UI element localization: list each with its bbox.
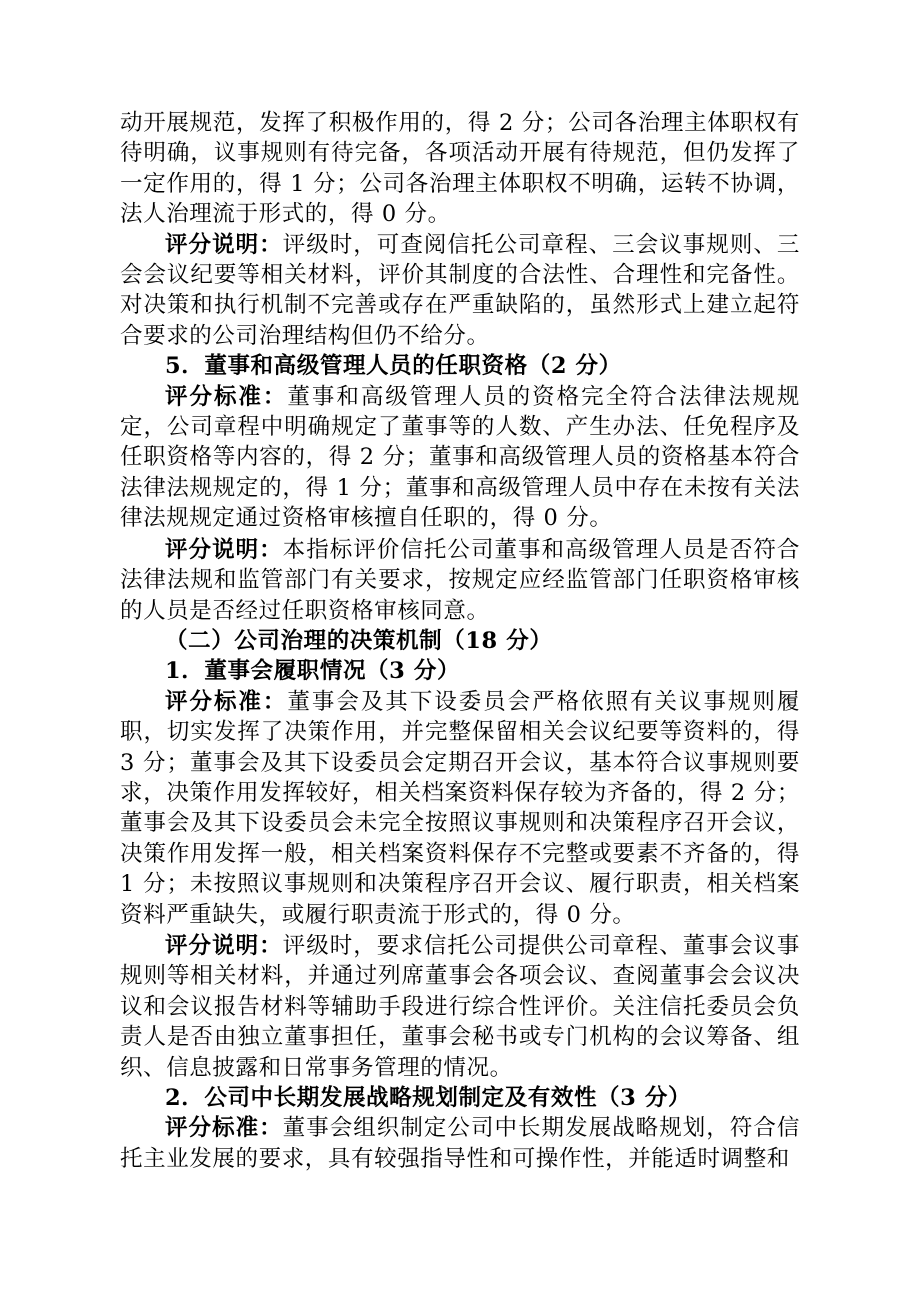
- heading-decision-mechanism: （二）公司治理的决策机制（18 分）: [165, 627, 553, 654]
- heading-board-performance: 1．董事会履职情况（3 分）: [165, 658, 461, 685]
- paragraph-scoring-standard-strategy: 评分标准：董事会组织制定公司中长期发展战略规划，符合信托主业发展的要求，具有较强指导性和可操作性，并能适时调整和: [120, 1115, 800, 1172]
- label-scoring-note: 评分说明：: [165, 231, 283, 258]
- label-scoring-note: 评分说明：: [165, 536, 283, 563]
- label-scoring-standard: 评分标准：: [165, 383, 288, 410]
- heading-strategy-planning: 2．公司中长期发展战略规划制定及有效性（3 分）: [165, 1085, 692, 1111]
- label-scoring-standard: 评分标准：: [165, 1115, 283, 1142]
- paragraph-scoring-note-board: 评分说明：评级时，要求信托公司提供公司章程、董事会议事规则等相关材料，并通过列席董事会各项会议、查阅董事会会议决议和会议报告材料等辅助手段进行综合性评价。关注信托委员会负责人是否由独立董事担任，董事会秘书或专门机构的会议筹备、组织、信息披露和日常事务管理的情况。: [120, 932, 800, 1081]
- label-scoring-note: 评分说明：: [165, 932, 283, 959]
- paragraph-scoring-standard-board: 评分标准：董事会及其下设委员会严格依照有关议事规则履职，切实发挥了决策作用，并完整保留相关会议纪要等资料的，得 3 分；董事会及其下设委员会定期召开会议，基本符合议事规则要求，决策作用发挥较好，相关档案资料保存较为齐备的，得 2 分；董事会及其下设委员会未完全按照议事规则和决策程序召开会议，决策作用发挥一般，相关档案资料保存不完整或要素不齐备的，得 1 分；未按照议事规则和决策程序召开会议、履行职责，相关档案资料严重缺失，或履行职责流于形式的，得 0 分。: [120, 688, 800, 928]
- label-scoring-standard: 评分标准：: [165, 688, 288, 715]
- paragraph-scoring-continued: 动开展规范，发挥了积极作用的，得 2 分；公司各治理主体职权有待明确，议事规则有待完备，各项活动开展有待规范，但仍发挥了一定作用的，得 1 分；公司各治理主体职权不明确，运转不协调，法人治理流于形式的，得 0 分。: [120, 110, 800, 228]
- document-page: [120, 108, 800, 1174]
- heading-director-qualification: 5．董事和高级管理人员的任职资格（2 分）: [165, 353, 622, 380]
- paragraph-scoring-standard-qualification: 评分标准：董事和高级管理人员的资格完全符合法律法规规定，公司章程中明确规定了董事等的人数、产生办法、任免程序及任职资格等内容的，得 2 分；董事和高级管理人员的资格基本符合法律法规规定的，得 1 分；董事和高级管理人员中存在未按有关法律法规规定通过资格审核擅自任职的，得 0 分。: [120, 383, 800, 532]
- paragraph-scoring-note-qualification: 评分说明：本指标评价信托公司董事和高级管理人员是否符合法律法规和监管部门有关要求，按规定应经监管部门任职资格审核的人员是否经过任职资格审核同意。: [120, 536, 800, 624]
- paragraph-scoring-note-governance: 评分说明：评级时，可查阅信托公司章程、三会议事规则、三会会议纪要等相关材料，评价其制度的合法性、合理性和完备性。对决策和执行机制不完善或存在严重缺陷的，虽然形式上建立起符合要求的公司治理结构但仍不给分。: [120, 231, 800, 349]
